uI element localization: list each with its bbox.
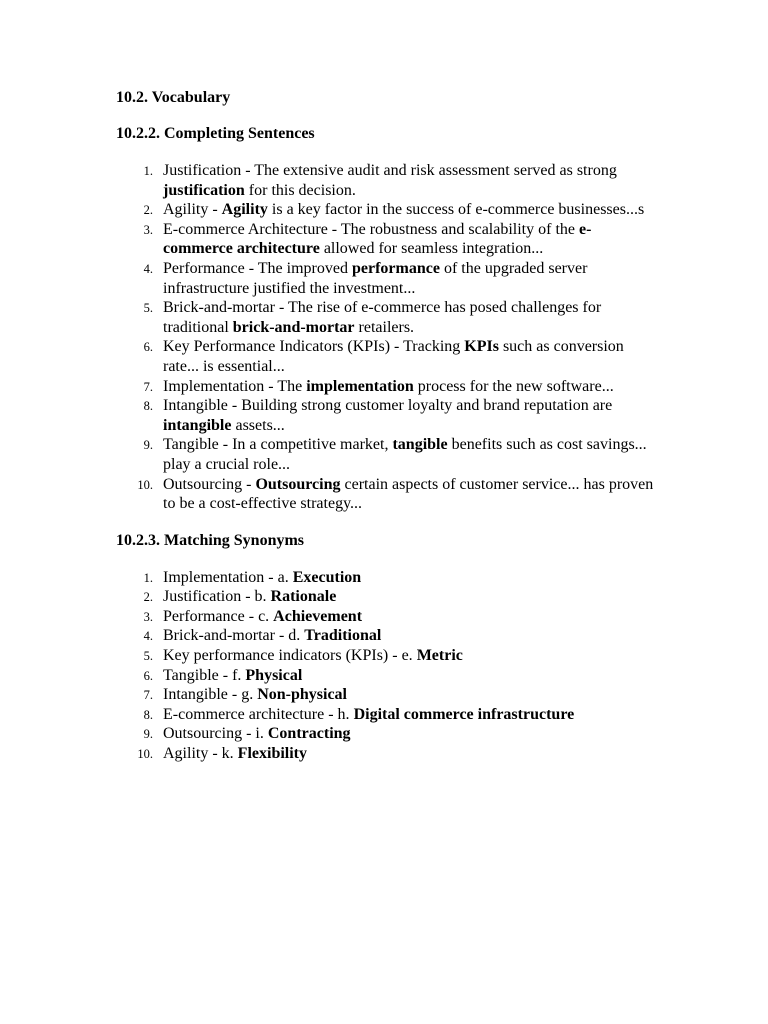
item-text: Performance - The improved [163, 259, 352, 277]
item-text: Performance - c. [163, 607, 274, 625]
bold-term: Metric [416, 647, 463, 665]
bold-term: KPIs [464, 338, 499, 356]
bold-term: Rationale [270, 588, 337, 606]
bold-term: Non-physical [257, 686, 347, 704]
list-item-number: 9. [143, 438, 153, 453]
list-item-number: 3. [143, 222, 153, 237]
item-text: Implementation - The [163, 377, 307, 395]
bold-term: tangible [392, 436, 448, 454]
item-text: retailers. [354, 318, 415, 336]
list-item [116, 475, 656, 514]
item-text: for this decision. [244, 181, 356, 199]
item-text: process for the new software... [413, 377, 614, 395]
list-item [116, 685, 656, 705]
list-item-number: 5. [143, 301, 153, 316]
list-item [116, 568, 656, 588]
list-item-number: 2. [143, 203, 153, 218]
item-text: Agility - [163, 201, 222, 219]
list-item-number: 5. [143, 649, 153, 664]
bold-term: Flexibility [237, 745, 307, 763]
item-text: allowed for seamless integration... [319, 240, 544, 258]
list-item [116, 744, 656, 764]
item-text: Intangible - g. [163, 686, 258, 704]
item-text: Agility - k. [163, 745, 238, 763]
page-title: 10.2. Vocabulary [116, 89, 231, 106]
item-text: Outsourcing - [163, 475, 256, 493]
bold-term: Agility [221, 201, 268, 219]
list-item-number: 10. [137, 477, 153, 492]
list-item [116, 435, 656, 474]
list-item [116, 724, 656, 744]
item-text: Intangible - Building strong customer loyalty and brand reputation are [163, 397, 613, 415]
list-item [116, 587, 656, 607]
bold-term: justification [163, 181, 245, 199]
list-item-number: 1. [143, 164, 153, 178]
list-item [116, 396, 656, 435]
list-item-number: 7. [143, 379, 153, 394]
section-title-matching-synonyms: 10.2.3. Matching Synonyms [116, 531, 305, 549]
bold-term: performance [351, 259, 440, 277]
list-item [116, 626, 656, 646]
bold-term: Outsourcing [255, 475, 341, 493]
list-item [116, 666, 656, 686]
bold-term: Physical [245, 666, 303, 684]
bold-term: Digital commerce infrastructure [353, 705, 575, 723]
list-item [116, 607, 656, 627]
list-item [116, 377, 656, 397]
item-text: Implementation - a. [163, 568, 293, 586]
list-item-number: 9. [143, 727, 153, 742]
item-text: Brick-and-mortar - The rise of e-commerce has posed challenges for traditional [163, 299, 602, 336]
bold-term: intangible [163, 416, 232, 434]
item-text: benefits such as cost savings... play a crucial role... [163, 436, 647, 473]
list-item [116, 705, 656, 725]
item-text: certain aspects of customer service... has proven to be a cost-effective strategy... [163, 475, 654, 513]
item-text: of the upgraded server infrastructure justified the investment... [163, 259, 588, 297]
item-text: such as conversion rate... is essential... [163, 338, 624, 375]
item-text: Key performance indicators (KPIs) - e. [163, 647, 417, 665]
list-item-number: 7. [143, 688, 153, 703]
item-text: assets... [231, 416, 285, 434]
item-text: is a key factor in the success of e-commerce businesses...s [267, 201, 645, 219]
list-item-number: 4. [143, 261, 153, 276]
item-text: E-commerce Architecture - The robustness and scalability of the [163, 220, 579, 238]
list-item [116, 200, 656, 220]
item-text: Justification - The extensive audit and risk assessment served as strong [163, 162, 617, 179]
item-text: E-commerce architecture - h. [163, 705, 354, 723]
list-item-number: 2. [143, 590, 153, 605]
completing-sentences-list [116, 161, 656, 514]
list-item-number: 1. [143, 570, 153, 585]
list-item [116, 298, 656, 337]
list-item-number: 6. [143, 340, 153, 355]
list-item [116, 337, 656, 376]
item-text: Tangible - f. [163, 666, 246, 684]
item-text: Outsourcing - i. [163, 725, 268, 743]
bold-term: e-commerce architecture [163, 220, 592, 258]
bold-term: Contracting [267, 725, 351, 743]
list-item-number: 8. [143, 399, 153, 414]
list-item-number: 8. [143, 707, 153, 722]
bold-term: implementation [306, 377, 414, 395]
bold-term: brick-and-mortar [232, 318, 355, 336]
matching-synonyms-list [116, 568, 656, 764]
item-text: Tangible - In a competitive market, [163, 436, 393, 454]
bold-term: Traditional [304, 627, 382, 645]
item-text: Brick-and-mortar - d. [163, 627, 305, 645]
list-item [116, 161, 656, 200]
list-item-number: 6. [143, 668, 153, 683]
document-content [116, 88, 656, 764]
list-item [116, 220, 656, 259]
bold-term: Achievement [273, 607, 363, 625]
item-text: Justification - b. [163, 588, 271, 606]
item-text: Key Performance Indicators (KPIs) - Tracking [163, 338, 465, 356]
list-item [116, 646, 656, 666]
list-item-number: 10. [137, 747, 153, 762]
list-item [116, 259, 656, 298]
list-item-number: 4. [143, 629, 153, 644]
bold-term: Execution [292, 568, 362, 586]
section-title-completing-sentences: 10.2.2. Completing Sentences [116, 125, 315, 142]
list-item-number: 3. [143, 609, 153, 624]
